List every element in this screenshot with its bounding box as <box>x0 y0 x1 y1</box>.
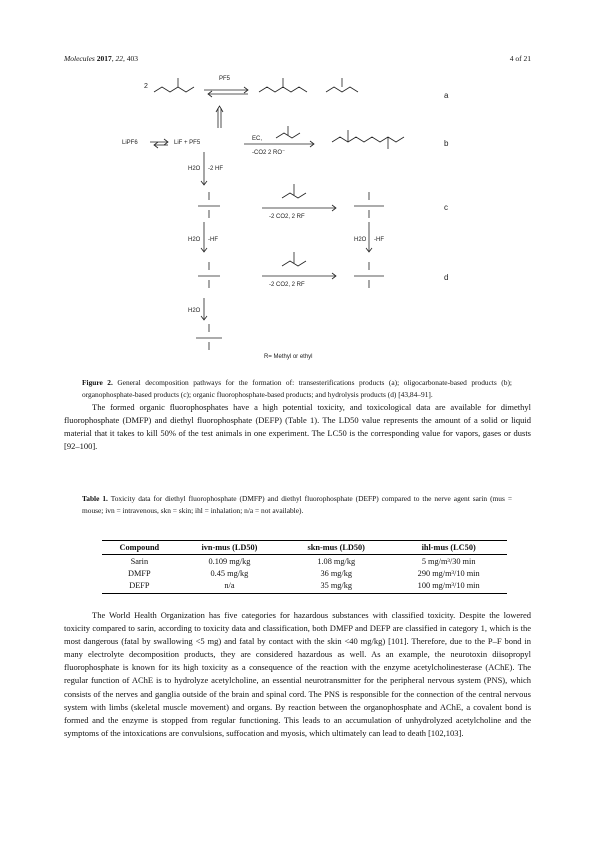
paragraph-2-text: The World Health Organization has five categories for hazardous substances with classified toxicity. Despite the lowered toxicity compared to sarin, according to toxicity data and classification, both DMFP and DEFP are classified in category 1, which is the most dangerous (fatal by swallowing <5 mg) and fatal by contact with the skin <40 mg/kg) [101]. Therefore, due to the P–F bond in many electrolyte decomposition products, they are considered hazardous as well. As an example, the neurotoxin diisopropyl fluorophosphate is known for its high toxicity as a consequence of the reaction with the enzyme acetylcholinesterase (AChE). The regular function of AChE is to hydrolyze acetylcholine, an essential neurotransmitter for the peripheral nervous system (PNS), which consists of the nerves and ganglia outside of the brain and spinal cord. The PNS is responsible for the connection of the central nervous system with limbs (skeletal muscle movement) and organs. By reaction between the organophosphate and AChE, a covalent bond is formed and the enzyme is stopped from regular functioning. This leads to an accumulation of unhydrolyzed acetylcholine and the symptoms of the intoxications are convulsions, suffocation and myosis, which ultimately can lead to death [102,103]. <box>64 610 531 738</box>
table-cell: 100 mg/m³/10 min <box>390 579 507 594</box>
table-cell: DEFP <box>102 579 177 594</box>
reaction-scheme-diagram <box>64 70 531 360</box>
table-cell: 1.08 mg/kg <box>317 557 356 566</box>
label-h2o-1: H2O <box>188 166 201 172</box>
label-r-definition: R= Methyl or ethyl <box>264 354 313 360</box>
table-label: Table 1. <box>82 494 108 503</box>
label-lif-pf5: LiF + PF5 <box>174 140 201 146</box>
figure-caption-text: General decomposition pathways for the formation of: transesterifications products (a); oligocarbonate-based products (b); organophosphate-based products (c); organic fluorophosphate-based products; and hydrolysis products (d) [43,84–91]. <box>82 378 512 400</box>
label-h2o-2: H2O <box>188 237 201 243</box>
header-ivn-mus: ivn-mus (LD50) <box>177 541 282 555</box>
label-ec: EC, <box>252 136 263 142</box>
label-d: d <box>444 273 449 282</box>
header-compound: Compound <box>102 541 177 555</box>
label-co2-rf-1: -2 CO2, 2 RF <box>269 214 305 220</box>
toxicity-table <box>102 540 507 594</box>
label-minus-hf-2: -HF <box>374 237 384 243</box>
label-h2o-3: H2O <box>354 237 367 243</box>
table-cell: 0.109 mg/kg <box>208 557 251 566</box>
label-co2-ro: -CO2 2 RO⁻ <box>252 150 286 156</box>
label-h2o-4: H2O <box>188 308 201 314</box>
table-cell: 5 mg/m³/30 min <box>421 557 476 566</box>
table-header-row <box>102 541 507 555</box>
label-minus-2hf: -2 HF <box>208 166 223 172</box>
table-cell: Sarin <box>130 557 149 566</box>
table-row <box>102 567 507 579</box>
table-cell: 290 mg/m³/10 min <box>417 569 480 578</box>
figure-label: Figure 2. <box>82 378 113 387</box>
paragraph-1 <box>64 401 531 453</box>
page-header <box>64 54 531 63</box>
svg-text:2: 2 <box>144 83 148 90</box>
label-c: c <box>444 203 448 212</box>
page-number: 4 of 21 <box>509 54 531 63</box>
table-cell: 35 mg/kg <box>282 579 390 594</box>
header-ihl-mus: ihl-mus (LC50) <box>390 541 507 555</box>
table-cell: DMFP <box>128 569 151 578</box>
label-co2-rf-2: -2 CO2, 2 RF <box>269 282 305 288</box>
figure-caption <box>82 377 512 401</box>
paragraph-1-text: The formed organic fluorophosphates have a high potential toxicity, and toxicological data are available for dimethyl fluorophosphate (DMFP) and diethyl fluorophosphate (DEFP) (Table 1). The LD50 value represents the amount of a solid or liquid material that it takes to kill 50% of the test animals in one experiment. The LC50 is the corresponding value for vapors, gases or dusts [92–100]. <box>64 402 531 452</box>
table-cell: n/a <box>177 579 282 594</box>
label-lipf6: LiPF6 <box>122 140 138 146</box>
journal-citation: Molecules 2017, 22, 403 <box>64 54 138 63</box>
table-cell: 0.45 mg/kg <box>210 569 249 578</box>
paragraph-2 <box>64 609 531 740</box>
table-row <box>102 555 507 568</box>
reaction-scheme-figure <box>64 70 531 360</box>
table-row <box>102 579 507 594</box>
label-b: b <box>444 139 449 148</box>
header-skn-mus: skn-mus (LD50) <box>282 541 390 555</box>
table-caption <box>82 493 512 517</box>
table-cell: 36 mg/kg <box>320 569 353 578</box>
label-pf5: PF5 <box>219 76 231 82</box>
table-caption-text: Toxicity data for diethyl fluorophosphate (DMFP) and diethyl fluorophosphate (DEFP) compared to the nerve agent sarin (mus = mouse; ivn = intravenous, skn = skin; ihl = inhalation; n/a = not available). <box>82 494 512 516</box>
label-a: a <box>444 91 449 100</box>
label-minus-hf-1: -HF <box>208 237 218 243</box>
